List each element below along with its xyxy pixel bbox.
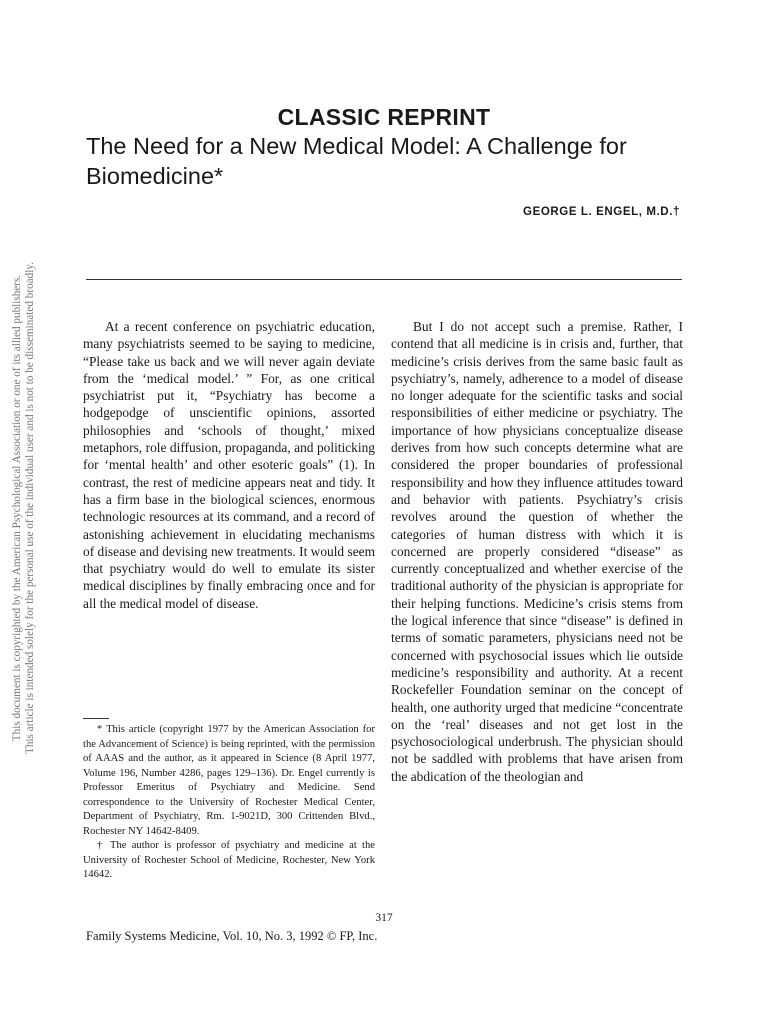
section-kicker: CLASSIC REPRINT — [277, 104, 491, 130]
footnote-1: * This article (copyright 1977 by the American Association for the Advancement of Science) is being reprinted, with the permission of AAAS and the author, as it appeared in Science (8 April 1977, Volume 196, Number 4286, pages 129–136). Dr. Engel currently is Professor Emeritus of Psychiatry and Medicine. Send correspondence to the University of Rochester Medical Center, Department of Psychiatry, Rm. 1-9021D, 300 Crittenden Blvd., Rochester NY 14642-8409. — [83, 724, 375, 837]
page-number: 317 — [375, 912, 393, 924]
body-column-left — [83, 318, 375, 612]
copyright-notice-line-2: This article is intended solely for the personal use of the individual user and is not to be disseminated broadly. — [24, 261, 36, 755]
copyright-notice-line-1: This document is copyrighted by the American Psychological Association or one of its allied publishers. — [11, 274, 23, 742]
footnote-divider — [83, 718, 109, 719]
body-paragraph-1: At a recent conference on psychiatric education, many psychiatrists seemed to be saying to medicine, “Please take us back and we will never again deviate from the ‘medical model.’ ” For, as one critical psychiatrist put it, “Psychiatry has become a hodgepodge of unscientific opinions, assorted philosophies and ‘schools of thought,’ mixed metaphors, role diffusion, propaganda, and politicking for ‘mental health’ and other esoteric goals” (1). In contrast, the rest of medicine appears neat and tidy. It has a firm base in the biological sciences, enormous technologic resources at its command, and a record of astonishing achievement in elucidating mechanisms of disease and devising new treatments. It would seem that psychiatry would do well to emulate its sister medical disciplines by finally embracing once and for all the medical model of disease. — [83, 319, 375, 611]
body-column-right — [391, 318, 683, 785]
article-title: The Need for a New Medical Model: A Challenge for Biomedicine* — [86, 133, 627, 189]
header-divider — [86, 279, 682, 280]
footnote-2: † The author is professor of psychiatry and medicine at the University of Rochester School of Medicine, Rochester, New York 14642. — [83, 840, 375, 880]
footnotes — [83, 718, 375, 883]
body-paragraph-2: But I do not accept such a premise. Rather, I contend that all medicine is in crisis and, further, that medicine’s crisis derives from the same basic fault as psychiatry’s, namely, adherence to a model of disease no longer adequate for the scientific tasks and social responsibilities of either medicine or psychiatry. The importance of how physicians conceptualize disease derives from how such concepts determine what are considered the proper boundaries of professional responsibility and how they influence attitudes toward and behavior with patients. Psychiatry’s crisis revolves around the question of whether the categories of human distress with which it is concerned are properly considered “disease” as currently conceptualized and whether exercise of the traditional authority of the physician is appropriate for their helping functions. Medicine’s crisis stems from the logical inference that since “disease” is defined in terms of somatic parameters, physicians need not be concerned with psychosocial issues which lie outside medicine’s responsibility and authority. At a recent Rockefeller Foundation seminar on the concept of health, one authority urged that medicine “concentrate on the ‘real’ diseases and not get lost in the psychosociological underbrush. The physician should not be saddled with problems that have arisen from the abdication of the theologian and — [391, 319, 683, 784]
journal-citation: Family Systems Medicine, Vol. 10, No. 3, 1992 © FP, Inc. — [86, 929, 378, 943]
article-author: GEORGE L. ENGEL, M.D.† — [523, 206, 680, 218]
